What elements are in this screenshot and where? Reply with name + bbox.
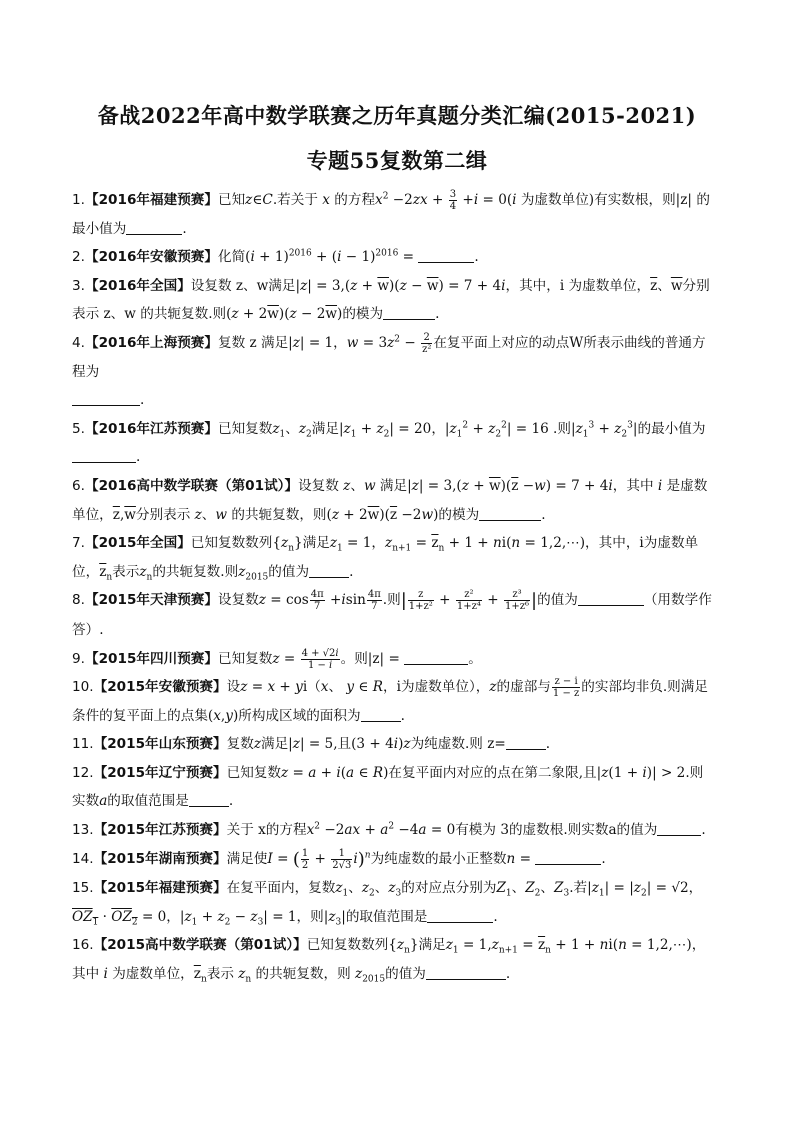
answer-blank[interactable] [126,220,182,235]
answer-blank[interactable] [418,248,474,263]
problem-6: 6.【2016高中数学联赛（第01试）】设复数 z、w 满足$|z| = 3,(z + \overline{w})(\overline{z} -w) = 7 + 4i$，其中 i 是虚数单位，$\overline{z},\overline{w}$分别表示 z、w 的共轭复数，则$(z + 2\overline{w})(\overline{z} -2w)$的模为 . [72,477,708,523]
document-subtitle: 专题55复数第二缉 [306,148,488,173]
problem-8: 8.【2015年天津预赛】设复数z = cos $\frac{4\pi}{7}$ +isin $\frac{4\pi}{7}$ .则| $\frac{z}{\text{1+z²}}$ + $\frac{\text{z²}}{\text{1+z⁴}}$ + $\frac{\text{z³}}{\text{1+z⁶}}$ |的值为 （用数学作答）. [72,589,712,638]
problem-12: 12.【2015年辽宁预赛】已知复数z = a + i(a ∈ R)在复平面内对应的点在第二象限,且|z(1 + i)| > 2.则实数a的取值范围是 . [72,764,704,810]
problem-1: 1.【2016年福建预赛】已知z∈C.若关于 x 的方程$x^2 -2zx$ + $\frac{3}{4}$ +i = 0(i 为虚数单位)有实数根，则|z| 的最小值为 . [72,189,710,237]
answer-blank[interactable] [426,965,506,980]
problem-5: 5.【2016年江苏预赛】已知复数$z_1$、$z_2$满足$|z_1 + z_2| = 20$，$|z_1^2 + z_2^2| = 16$ .则$|z_1^3 + z_2^3|$的最小值为. [72,420,706,466]
answer-blank[interactable] [404,650,468,665]
answer-blank[interactable] [72,448,136,463]
answer-blank[interactable] [383,305,435,320]
answer-blank[interactable] [427,908,493,923]
answer-blank[interactable] [479,506,541,521]
answer-blank[interactable] [72,391,140,406]
problem-list [72,186,714,989]
problem-2: 2.【2016年安徽预赛】化简$(i + 1)^{2016} + (i - 1)^{2016}$ = . [72,248,479,266]
answer-blank[interactable] [578,591,644,606]
answer-blank[interactable] [361,707,401,722]
answer-blank[interactable] [535,850,601,865]
document-title: 备战2022年高中数学联赛之历年真题分类汇编(2015-2021) [97,103,697,128]
problem-4: 4.【2016年上海预赛】复数 z 满足|z| = 1，$w = 3z^2$ − $\frac{2}{\text{z²}}$ 在复平面上对应的动点W所表示曲线的普通方程为 . [72,331,706,409]
answer-blank[interactable] [189,792,229,807]
problem-7: 7.【2015年全国】已知复数数列$\{z_n\}$满足$z_1 = 1$，$z_{n+1} = \overline{z}_n + 1 + ni(n$ = 1,2,⋯)，其中，i为虚数单位，$\overline{z}_n$表示$z_n$的共轭复数.则$z_{2015}$的值为 . [72,535,699,583]
problem-14: 14.【2015年湖南预赛】满足使I = ( $\frac{1}{2}$ + $\frac{1}{2√3}$ i)$^n$为纯虚数的最小正整数n = . [72,847,606,871]
problem-10: 10.【2015年安徽预赛】设z = x + yi（x、 y ∈ R，i为虚数单位），z的虚部与 $\frac{z - i}{1 - z}$ 的实部均非负.则满足条件的复平面上的点集(x,y)所构成区域的面积为 . [72,676,708,724]
problem-11: 11.【2015年山东预赛】复数z满足|z| = 5,且(3 + 4i)z为纯虚数.则 z= . [72,736,551,753]
problem-13: 13.【2015年江苏预赛】关于 x的方程$x^2 -2ax + a^2 -4a = 0$有模为 3的虚数根.则实数a的值为 . [72,821,706,839]
answer-blank[interactable] [657,821,701,836]
problem-16: 16.【2015高中数学联赛（第01试）】已知复数数列$\{z_n\}$满足$z_1 = 1,z_{n+1} = \overline{z}_n + 1 + ni(n$ = 1,2,⋯)，其中 i 为虚数单位，$\overline{z}_n$表示 $z_n$ 的共轭复数，则 $z_{2015}$的值为 . [72,937,706,985]
problem-15: 15.【2015年福建预赛】在复平面内，复数$z_1$、$z_2$、$z_3$的对应点分别为$Z_1$、$Z_2$、$Z_3$.若$|z_1| = |z_2| = √2$，$OZ_1 \cdot OZ_2 = 0$，$|z_1 + z_2 - z_3| = 1$，则$|z_3|$的取值范围是 . [72,880,703,928]
answer-blank[interactable] [506,735,546,750]
problem-3: 3.【2016年全国】设复数 z、w满足$|z| = 3,(z + \overline{w})(z - \overline{w}) = 7 + 4i$，其中，i 为虚数单位，$\overline{z}$、$\overline{w}$分别表示 z、w 的共轭复数.则$(z + 2\overline{w})(z - 2\overline{w})$的模为 . [72,277,710,323]
problem-9: 9.【2015年四川预赛】已知复数z = $\frac{4 + √2i}{1 - i}$ 。则|z| = 。 [72,647,482,671]
answer-blank[interactable] [309,563,349,578]
